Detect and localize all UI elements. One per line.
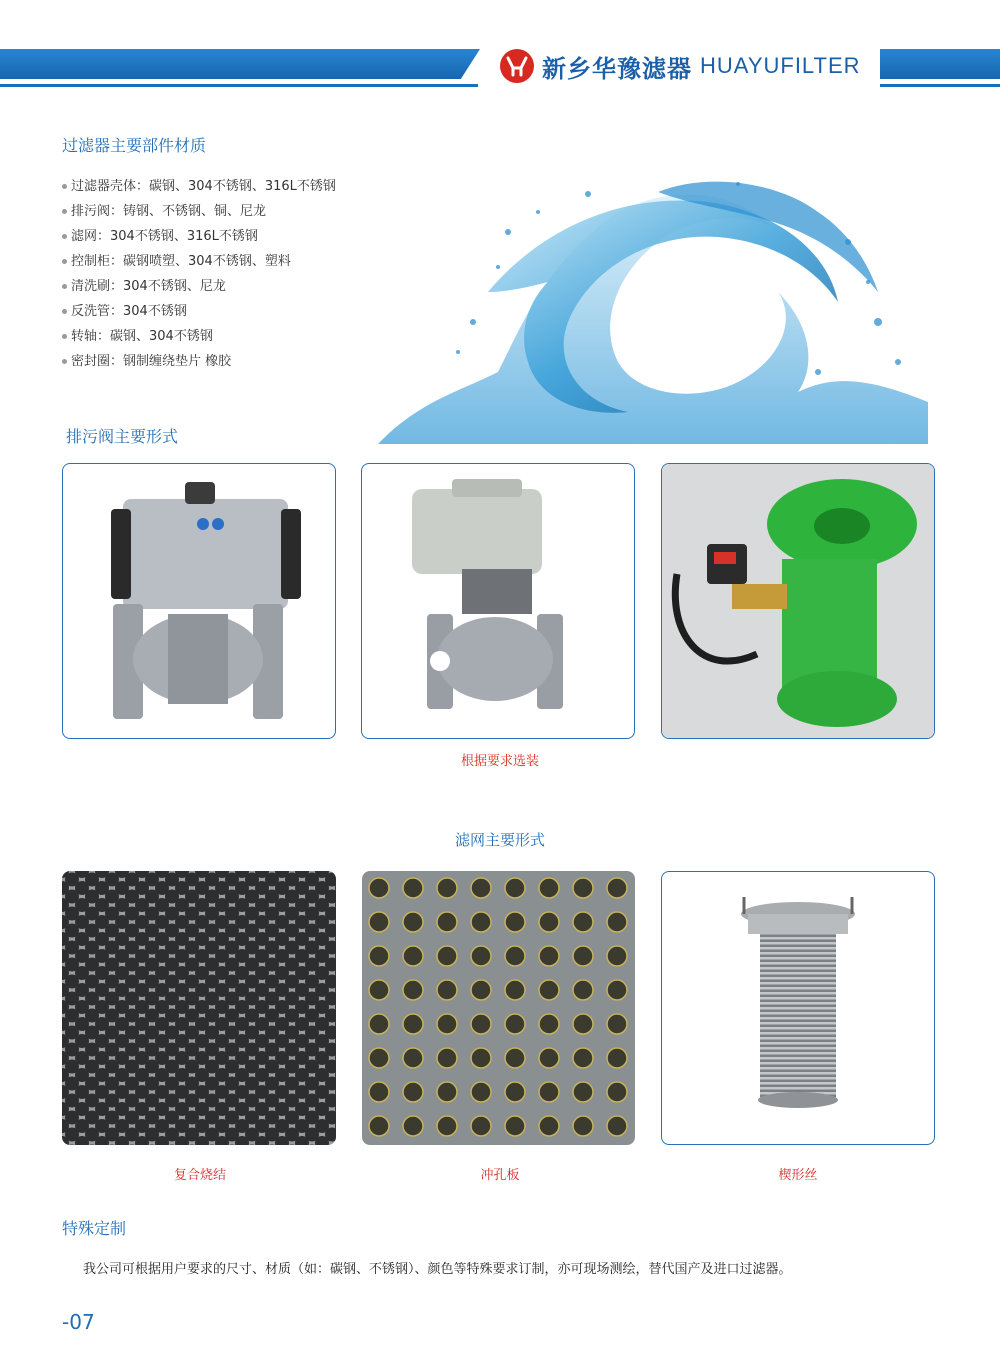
bullet-icon	[62, 184, 67, 189]
bullet-icon	[62, 209, 67, 214]
list-item: 反洗管：304不锈钢	[62, 299, 336, 324]
brand-name-cn: 新乡华豫滤器	[542, 54, 692, 83]
bullet-icon	[62, 309, 67, 314]
perforated-plate-photo	[362, 871, 635, 1145]
materials-title: 过滤器主要部件材质	[62, 136, 207, 155]
sintered-mesh-photo	[62, 871, 336, 1145]
screen-caption-3: 楔形丝	[778, 1168, 818, 1183]
solenoid-valve-photo	[661, 463, 935, 739]
custom-description: 我公司可根据用户要求的尺寸、材质（如：碳钢、不锈钢）、颜色等特殊要求订制，亦可现场测绘，替代国产及进口过滤器。	[83, 1262, 792, 1277]
list-item: 控制柜：碳钢喷塑、304不锈钢、塑料	[62, 249, 336, 274]
header-underline-left	[0, 84, 478, 87]
brand-name-en: HUAYUFILTER	[700, 53, 861, 78]
list-item: 过滤器壳体：碳钢、304不锈钢、316L不锈钢	[62, 174, 336, 199]
list-item: 密封圈：钢制缠绕垫片 橡胶	[62, 349, 336, 374]
list-item: 清洗刷：304不锈钢、尼龙	[62, 274, 336, 299]
page-number: -07	[62, 1310, 95, 1334]
valve-caption: 根据要求选装	[460, 754, 539, 769]
water-splash-image	[378, 172, 928, 444]
wedge-wire-screen-photo	[661, 871, 935, 1145]
bullet-icon	[62, 334, 67, 339]
header-bar-left	[0, 49, 480, 79]
screen-caption-1: 复合烧结	[173, 1168, 226, 1183]
custom-title: 特殊定制	[62, 1219, 127, 1238]
screen-caption-2: 冲孔板	[480, 1168, 520, 1183]
materials-list	[62, 174, 336, 374]
list-item: 排污阀：铸钢、不锈钢、铜、尼龙	[62, 199, 336, 224]
brand-block	[500, 48, 861, 84]
bullet-icon	[62, 259, 67, 264]
bullet-icon	[62, 234, 67, 239]
list-item: 滤网：304不锈钢、316L不锈钢	[62, 224, 336, 249]
electric-ball-valve-photo	[361, 463, 635, 739]
header-underline-right	[880, 84, 1000, 87]
screens-title: 滤网主要形式	[454, 831, 545, 849]
valves-title: 排污阀主要形式	[66, 427, 179, 446]
pneumatic-ball-valve-photo	[62, 463, 336, 739]
company-logo	[500, 49, 534, 83]
bullet-icon	[62, 359, 67, 364]
list-item: 转轴：碳钢、304不锈钢	[62, 324, 336, 349]
header-bar-right	[880, 49, 1000, 79]
bullet-icon	[62, 284, 67, 289]
